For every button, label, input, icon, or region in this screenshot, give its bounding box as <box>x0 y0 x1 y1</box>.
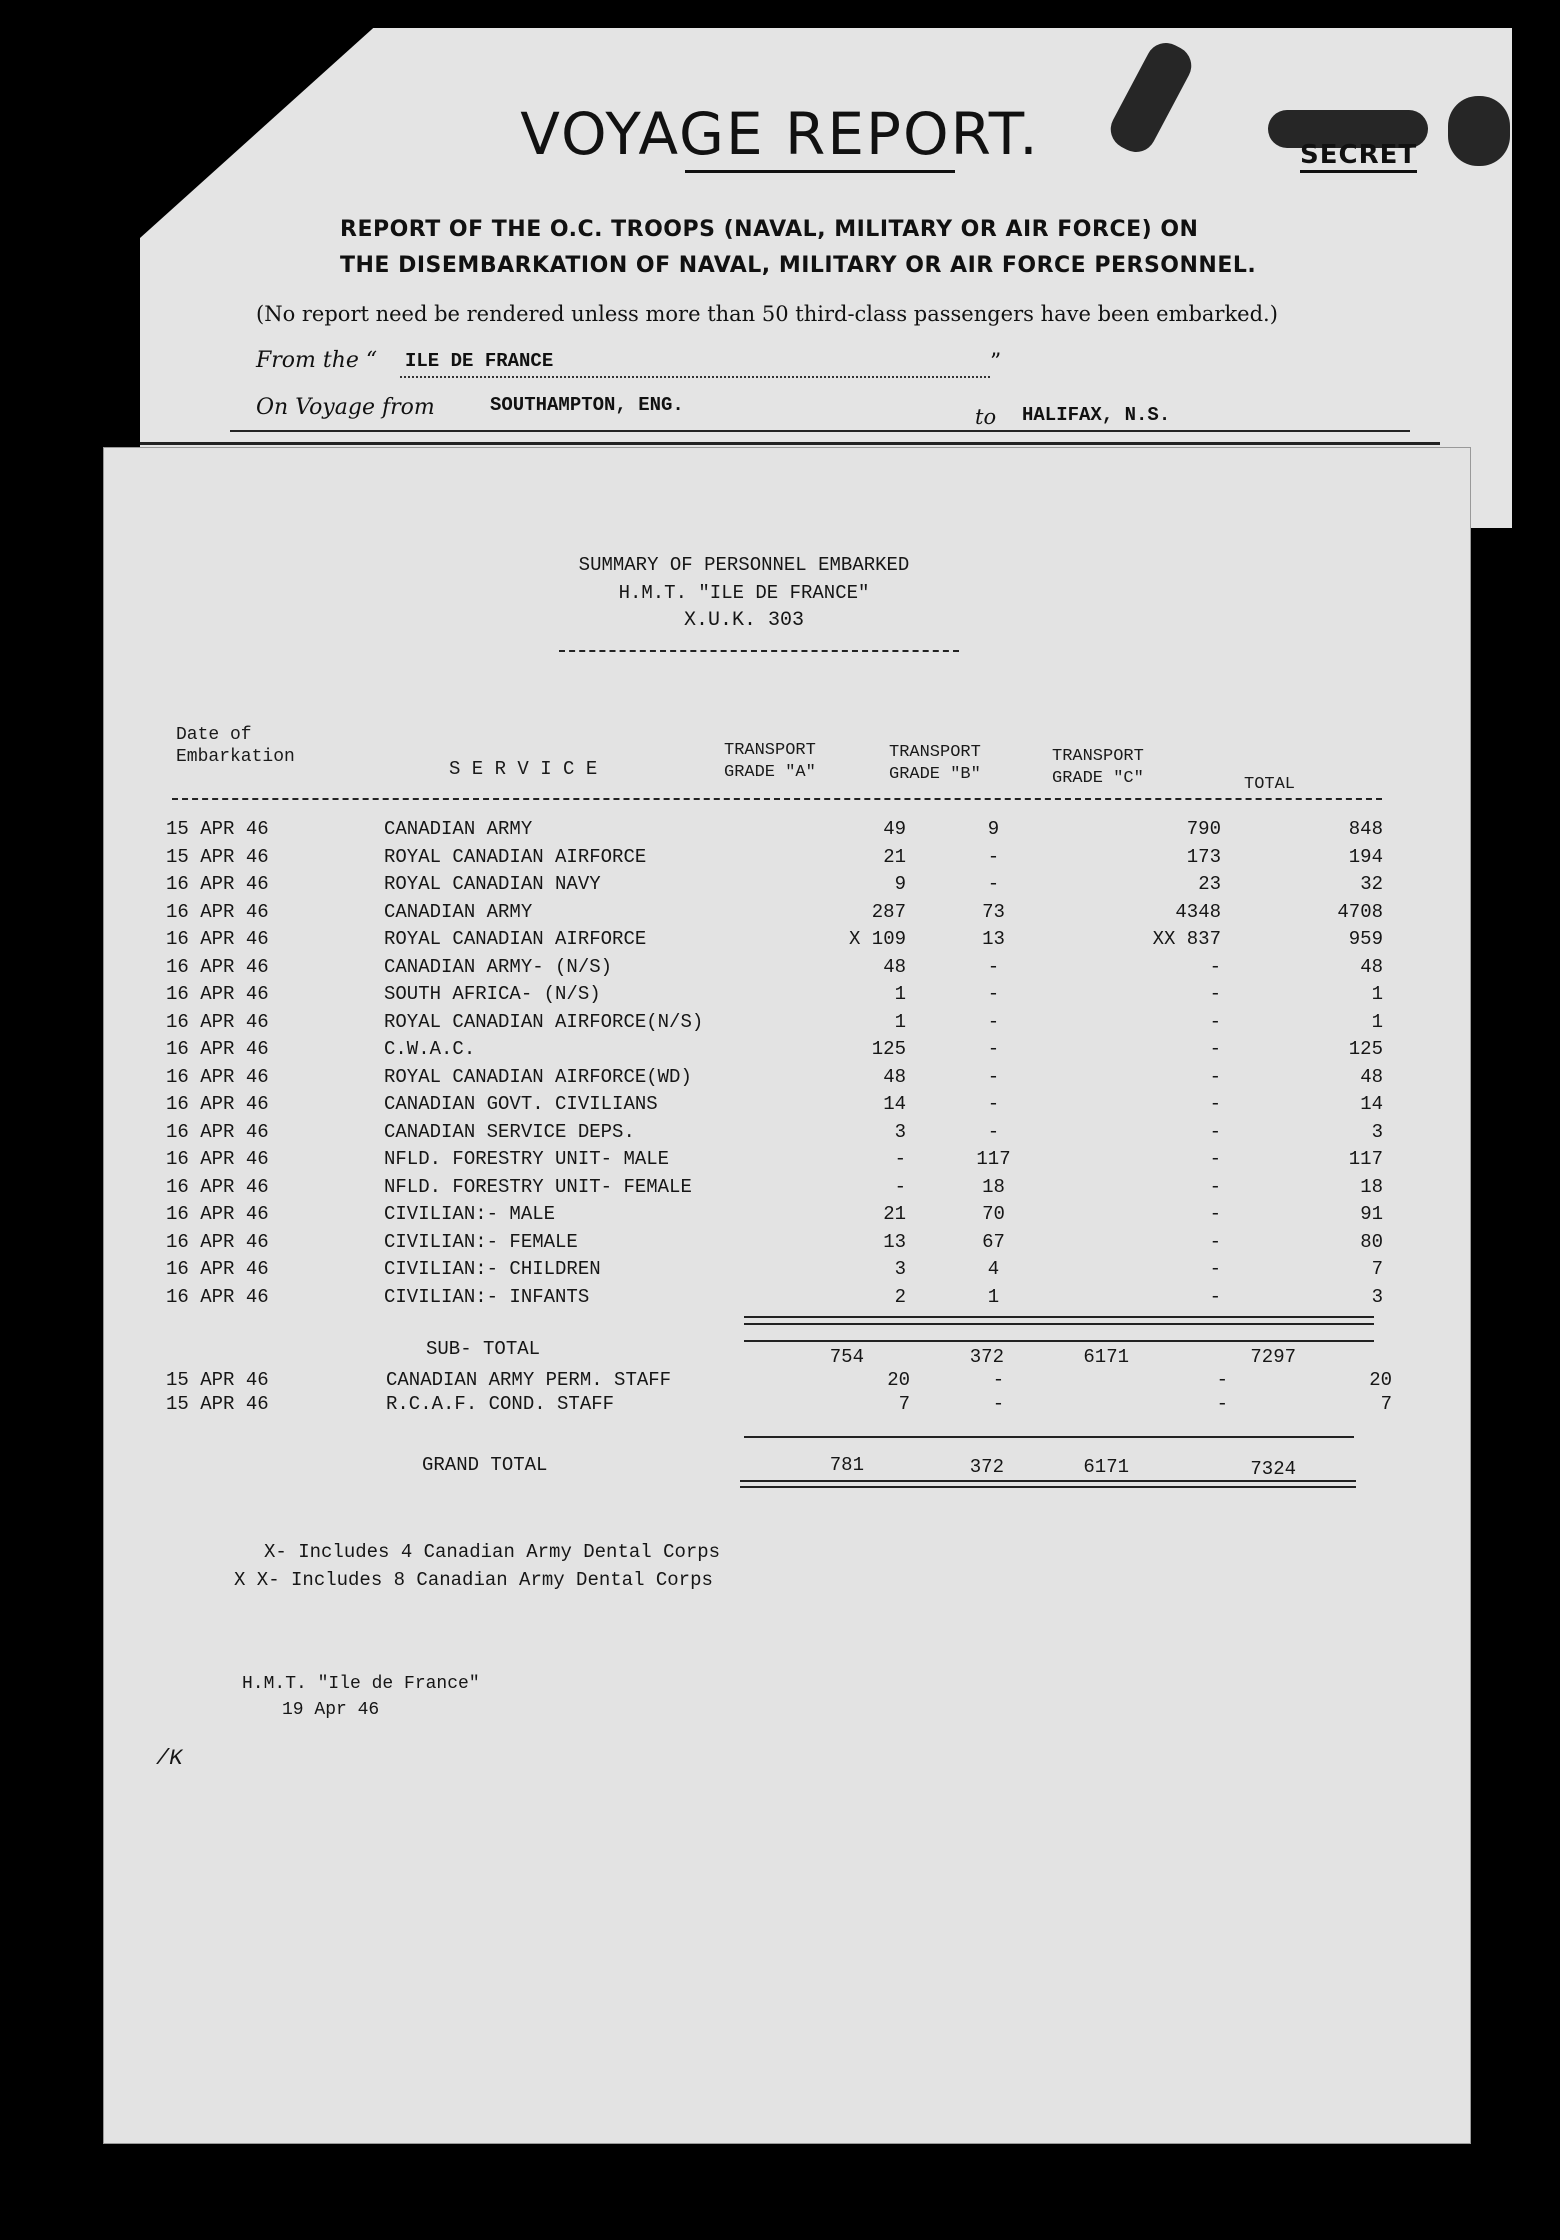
row-date: 15 APR 46 <box>166 1393 269 1415</box>
col-head-date <box>176 724 295 768</box>
footnotes <box>234 1538 720 1594</box>
from-label: From the “ <box>256 348 378 373</box>
row-service: CANADIAN GOVT. CIVILIANS <box>384 1093 658 1115</box>
table-row <box>166 899 1383 927</box>
table-row <box>166 1392 1393 1416</box>
row-grade-c: 4348 <box>1175 900 1221 923</box>
row-total: 32 <box>1360 873 1383 895</box>
footnote: X- Includes 4 Canadian Army Dental Corps <box>264 1541 721 1563</box>
table-row <box>166 1284 1383 1312</box>
subtotal-total: 7297 <box>1250 1346 1296 1368</box>
row-date: 16 APR 46 <box>166 955 269 978</box>
row-date: 16 APR 46 <box>166 928 269 950</box>
col-head-grade-a <box>724 740 816 784</box>
row-service: CIVILIAN:- CHILDREN <box>384 1258 601 1280</box>
row-service: R.C.A.F. COND. STAFF <box>386 1393 615 1415</box>
row-date: 16 APR 46 <box>166 900 269 923</box>
form-divider <box>140 442 1440 445</box>
row-grade-c: - <box>1209 1010 1221 1033</box>
row-grade-b: 4 <box>987 1258 1000 1280</box>
row-grade-a: - <box>894 1148 906 1170</box>
row-grade-a: 49 <box>883 818 906 840</box>
row-grade-a: X 109 <box>848 928 906 950</box>
col-head-total: TOTAL <box>1244 775 1296 794</box>
row-grade-b: 67 <box>982 1230 1005 1253</box>
row-total: 1 <box>1371 983 1383 1005</box>
row-grade-c: 173 <box>1186 845 1221 868</box>
row-total: 7 <box>1371 1258 1383 1280</box>
table-row <box>166 1036 1383 1064</box>
row-service: NFLD. FORESTRY UNIT- MALE <box>384 1148 670 1170</box>
table-row <box>166 1091 1383 1119</box>
col-head-grade-b <box>889 742 981 786</box>
row-grade-b: - <box>987 1120 1000 1143</box>
voyage-label: On Voyage from <box>256 395 435 420</box>
row-date: 16 APR 46 <box>166 1038 269 1060</box>
row-total: 91 <box>1360 1203 1383 1225</box>
form-subtitle <box>340 212 1256 284</box>
row-total: 48 <box>1360 955 1383 978</box>
row-grade-b: 9 <box>987 818 1000 840</box>
row-date: 15 APR 46 <box>166 818 269 840</box>
summary-sheet <box>104 448 1470 2143</box>
col-head-service: S E R V I C E <box>449 758 598 780</box>
table-row <box>166 926 1383 954</box>
table-row <box>166 1256 1383 1284</box>
row-grade-b: 18 <box>982 1175 1005 1198</box>
row-date: 16 APR 46 <box>166 1203 269 1225</box>
row-total: 959 <box>1348 928 1383 950</box>
table-row <box>166 1368 1393 1392</box>
row-date: 16 APR 46 <box>166 1120 269 1143</box>
row-grade-a: 21 <box>883 1203 906 1225</box>
row-service: CIVILIAN:- MALE <box>384 1203 556 1225</box>
form-subtitle-line: THE DISEMBARKATION OF NAVAL, MILITARY OR AIR FORCE PERSONNEL. <box>340 253 1257 278</box>
row-grade-c: - <box>1209 1258 1221 1280</box>
form-note: (No report need be rendered unless more than 50 third-class passengers have been embarked.) <box>256 302 1278 326</box>
row-grade-a: 14 <box>883 1093 906 1115</box>
row-grade-a: 13 <box>883 1230 906 1253</box>
row-grade-b: - <box>987 873 1000 895</box>
signature-ship: H.M.T. "Ile de France" <box>242 1674 480 1694</box>
row-grade-b: - <box>987 1038 1000 1060</box>
voyage-to-label: to <box>975 405 997 429</box>
row-grade-a: 3 <box>894 1120 906 1143</box>
row-grade-b: - <box>987 1093 1000 1115</box>
col-head-c-line: TRANSPORT <box>1052 747 1144 766</box>
row-service: NFLD. FORESTRY UNIT- FEMALE <box>384 1175 692 1198</box>
row-total: 80 <box>1360 1230 1383 1253</box>
row-service: ROYAL CANADIAN AIRFORCE <box>384 845 647 868</box>
row-grade-a: - <box>894 1175 906 1198</box>
row-grade-c: - <box>1209 1065 1221 1088</box>
row-total: 7 <box>1380 1393 1392 1415</box>
grand-total-rule <box>740 1480 1356 1482</box>
row-date: 16 APR 46 <box>166 1175 269 1198</box>
row-grade-c: - <box>1209 955 1221 978</box>
row-grade-a: 48 <box>883 955 906 978</box>
row-grade-b: - <box>992 1393 1005 1415</box>
row-grade-c: - <box>1209 1148 1221 1170</box>
row-total: 3 <box>1371 1120 1383 1143</box>
row-service: ROYAL CANADIAN NAVY <box>384 873 601 895</box>
form-subtitle-line: REPORT OF THE O.C. TROOPS (NAVAL, MILITARY OR AIR FORCE) ON <box>340 217 1199 242</box>
subtotal-label: SUB- TOTAL <box>426 1338 541 1360</box>
row-service: CANADIAN ARMY- (N/S) <box>384 955 613 978</box>
col-head-a-line: TRANSPORT <box>724 741 816 760</box>
row-date: 16 APR 46 <box>166 1230 269 1253</box>
row-grade-b: 70 <box>982 1203 1005 1225</box>
summary-heading <box>524 551 964 635</box>
table-row <box>166 1009 1383 1037</box>
row-date: 16 APR 46 <box>166 873 269 895</box>
row-date: 16 APR 46 <box>166 1065 269 1088</box>
row-grade-c: XX 837 <box>1152 928 1221 950</box>
form-title: VOYAGE REPORT. <box>520 100 1040 168</box>
voyage-origin: SOUTHAMPTON, ENG. <box>490 394 684 416</box>
grand-total-label: GRAND TOTAL <box>422 1454 548 1476</box>
col-head-b-line: GRADE "B" <box>889 765 981 784</box>
heading-underline <box>559 650 959 652</box>
subtotal-rule <box>744 1316 1374 1318</box>
col-head-date-line: Date of <box>176 725 252 745</box>
row-grade-b: 117 <box>976 1148 1011 1170</box>
row-service: SOUTH AFRICA- (N/S) <box>384 983 601 1005</box>
row-date: 16 APR 46 <box>166 983 269 1005</box>
table-row <box>166 1119 1383 1147</box>
table-row <box>166 981 1383 1009</box>
row-date: 16 APR 46 <box>166 1093 269 1115</box>
voyage-rule <box>230 430 1410 432</box>
summary-title: SUMMARY OF PERSONNEL EMBARKED <box>578 554 910 576</box>
col-head-grade-c <box>1052 746 1144 790</box>
row-total: 3 <box>1371 1285 1383 1308</box>
row-total: 1 <box>1371 1010 1383 1033</box>
row-total: 125 <box>1348 1038 1383 1060</box>
row-service: CIVILIAN:- FEMALE <box>384 1230 578 1253</box>
row-grade-a: 125 <box>871 1038 906 1060</box>
row-service: C.W.A.C. <box>384 1038 476 1060</box>
col-head-c-line: GRADE "C" <box>1052 769 1144 788</box>
row-service: CANADIAN ARMY <box>384 818 533 840</box>
subtotal-a: 754 <box>829 1346 864 1368</box>
row-service: ROYAL CANADIAN AIRFORCE(WD) <box>384 1065 692 1088</box>
signature-date: 19 Apr 46 <box>282 1700 380 1720</box>
row-total: 18 <box>1360 1175 1383 1198</box>
col-head-b-line: TRANSPORT <box>889 743 981 762</box>
col-head-date-line: Embarkation <box>176 747 295 767</box>
row-grade-c: - <box>1209 1093 1221 1115</box>
row-service: CANADIAN SERVICE DEPS. <box>384 1120 635 1143</box>
row-grade-c: - <box>1209 1038 1221 1060</box>
row-service: CIVILIAN:- INFANTS <box>384 1285 590 1308</box>
table-row <box>166 844 1383 872</box>
classification-stamp: SECRET <box>1300 140 1417 173</box>
row-grade-a: 48 <box>883 1065 906 1088</box>
row-grade-c: - <box>1209 1285 1221 1308</box>
table-row <box>166 1064 1383 1092</box>
row-total: 14 <box>1360 1093 1383 1115</box>
row-grade-b: - <box>987 983 1000 1005</box>
table-row <box>166 954 1383 982</box>
table-row <box>166 816 1383 844</box>
row-grade-a: 20 <box>887 1369 910 1391</box>
grand-total-c: 6171 <box>1083 1456 1129 1478</box>
row-service: ROYAL CANADIAN AIRFORCE(N/S) <box>384 1010 704 1033</box>
row-grade-a: 2 <box>894 1285 906 1308</box>
title-underline <box>685 170 955 173</box>
staff-table <box>166 1368 1393 1416</box>
table-row <box>166 1201 1383 1229</box>
table-row <box>166 1146 1383 1174</box>
row-date: 16 APR 46 <box>166 1285 269 1308</box>
subtotal-rule <box>744 1323 1374 1325</box>
row-grade-a: 21 <box>883 845 906 868</box>
row-service: ROYAL CANADIAN AIRFORCE <box>384 928 647 950</box>
grand-total-total: 7324 <box>1250 1458 1296 1480</box>
voyage-destination: HALIFAX, N.S. <box>1022 404 1171 426</box>
row-grade-a: 3 <box>894 1258 906 1280</box>
row-date: 16 APR 46 <box>166 1148 269 1170</box>
row-grade-c: - <box>1209 1230 1221 1253</box>
row-grade-b: - <box>987 845 1000 868</box>
row-service: CANADIAN ARMY <box>384 900 533 923</box>
row-grade-b: 13 <box>982 928 1005 950</box>
row-grade-c: - <box>1209 1203 1221 1225</box>
from-close-quote: ” <box>990 350 1002 375</box>
row-date: 16 APR 46 <box>166 1010 269 1033</box>
row-total: 4708 <box>1337 900 1383 923</box>
table-row <box>166 871 1383 899</box>
table-row <box>166 1174 1383 1202</box>
subtotal-rule <box>744 1340 1374 1342</box>
row-service: CANADIAN ARMY PERM. STAFF <box>386 1369 672 1391</box>
row-grade-b: 73 <box>982 900 1005 923</box>
row-grade-c: 790 <box>1186 818 1221 840</box>
row-grade-b: - <box>987 1065 1000 1088</box>
ink-smudge <box>1448 96 1510 166</box>
row-grade-b: 1 <box>987 1285 1000 1308</box>
row-total: 20 <box>1369 1369 1392 1391</box>
row-total: 848 <box>1348 818 1383 840</box>
row-date: 15 APR 46 <box>166 845 269 868</box>
initials: /K <box>156 1746 183 1771</box>
header-rule <box>172 798 1382 800</box>
row-total: 194 <box>1348 845 1383 868</box>
subtotal-b: 372 <box>969 1346 1004 1368</box>
row-grade-c: - <box>1209 1175 1221 1198</box>
personnel-table <box>166 816 1383 1311</box>
row-total: 117 <box>1348 1148 1383 1170</box>
col-head-a-line: GRADE "A" <box>724 763 816 782</box>
subtotal-c: 6171 <box>1083 1346 1129 1368</box>
row-total: 48 <box>1360 1065 1383 1088</box>
grand-total-rule <box>740 1486 1356 1488</box>
row-grade-c: - <box>1209 1120 1221 1143</box>
row-grade-a: 9 <box>894 873 906 895</box>
ship-name: ILE DE FRANCE <box>405 350 554 372</box>
grand-total-a: 781 <box>829 1454 864 1476</box>
row-grade-c: - <box>1216 1393 1228 1415</box>
footnote: X X- Includes 8 Canadian Army Dental Corps <box>234 1569 713 1591</box>
row-grade-a: 1 <box>894 983 906 1005</box>
row-grade-b: - <box>992 1369 1005 1391</box>
row-grade-c: - <box>1216 1369 1228 1391</box>
grand-total-b: 372 <box>969 1456 1004 1478</box>
row-grade-a: 1 <box>894 1010 906 1033</box>
summary-reference: X.U.K. 303 <box>683 609 805 632</box>
row-date: 15 APR 46 <box>166 1369 269 1391</box>
row-grade-a: 287 <box>871 900 906 923</box>
from-rule <box>400 376 990 378</box>
row-grade-c: 23 <box>1198 873 1221 895</box>
table-row <box>166 1229 1383 1257</box>
row-date: 16 APR 46 <box>166 1258 269 1280</box>
row-grade-a: 7 <box>898 1393 910 1415</box>
row-grade-c: - <box>1209 983 1221 1005</box>
row-grade-b: - <box>987 955 1000 978</box>
row-grade-b: - <box>987 1010 1000 1033</box>
summary-ship: H.M.T. "ILE DE FRANCE" <box>618 582 870 604</box>
grand-total-rule <box>744 1436 1354 1438</box>
signature-block <box>242 1671 480 1723</box>
